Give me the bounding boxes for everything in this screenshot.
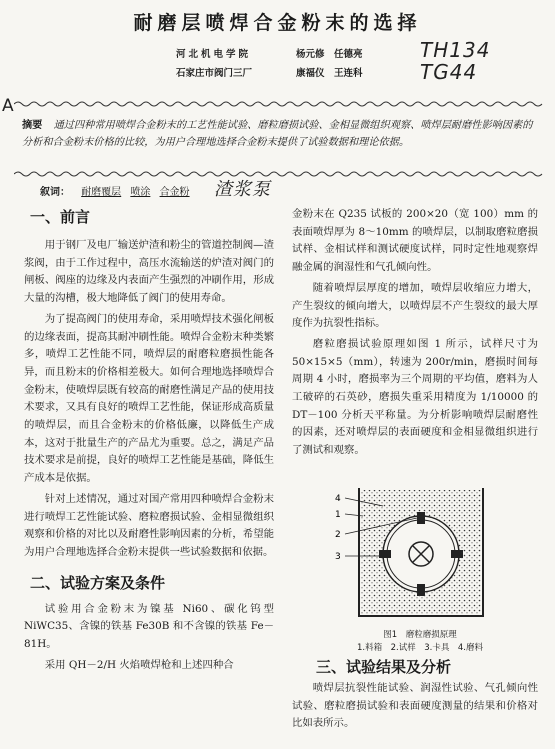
paragraph: 用于钢厂及电厂输送炉渣和粉尘的管道控制阀—渣浆阀，由于工作过程中，高压水流输送的炉渣对阀门的闸板、阀座的边缘及内表面产生强烈的冲刷作用，形成大量的沟槽，极大地降低了阀门的使用寿命。 — [24, 239, 274, 305]
paragraph: 磨粒磨损试验原理如图 1 所示，试样尺寸为 50×15×5（mm），转速为 200r/min，磨损时间每周期 4 小时，磨损率为三个周期的平均值，磨料为人工破碎的石英砂，磨损失重采用精度为 1/10000 的 DT－100 分析天平称量。为分析影响喷焊层耐磨性的因素，还对喷焊层的表面硬度和金相显微组织进行了测试和观察。 — [292, 337, 538, 457]
abstract — [22, 117, 534, 151]
section-3-body — [292, 680, 538, 736]
paragraph: 喷焊层抗裂性能试验、润湿性试验、气孔倾向性试验、磨粒磨损试验和表面硬度测量的结果和价格对比如表所示。 — [292, 682, 538, 730]
right-column-body — [292, 206, 538, 460]
figure-label-2: 2 — [335, 530, 341, 540]
paragraph: 试验用合金粉末为镍基 Ni60、碳化钨型 NiWC35、含镍的铁基 Fe30B 和不含镍的铁基 Fe－81H。 — [24, 602, 274, 651]
right-column — [292, 206, 538, 463]
affiliation-2: 石家庄市阀门三厂 — [176, 68, 253, 79]
author-names — [296, 45, 363, 83]
author-names-1: 杨元修 任德亮 — [296, 49, 363, 60]
paragraph: 采用 QH－2/H 火焰喷焊枪和上述四种合 — [44, 658, 234, 671]
section-3-heading: 三、试验结果及分析 — [316, 658, 452, 676]
section-1-body — [24, 237, 274, 562]
keywords-label: 叙词： — [40, 187, 70, 198]
paragraph: 随着喷焊层厚度的增加，喷焊层收缩应力增大，产生裂纹的倾向增大，以喷焊层不产生裂纹的最大厚度作为抗裂性指标。 — [292, 281, 538, 330]
section-2-heading: 二、试验方案及条件 — [30, 573, 166, 592]
paragraph: 为了提高阀门的使用寿命，采用喷焊技术强化闸板的边缘表面，提高其耐冲刷性能。喷焊合金粉末种类繁多，喷焊工艺性能不同，喷焊层的耐磨粒磨损性能各异，而且粉末的价格相差极大。如何合理地选择喷焊合金粉末，使喷焊层既有较高的耐磨性满足产品的使用技术要求，又具有良好的喷焊工艺性能，保证形成高质量的喷焊层，而且合金粉末的价格低廉，以降低生产成本，这对于批量生产的产品尤为重要。总之，满足产品技术要求是前提，良好的喷焊工艺性能是基础，降低生产成本是依据。 — [24, 312, 274, 485]
section-1-heading: 一、前言 — [30, 208, 91, 226]
keyword-item: 合金粉 — [159, 187, 190, 198]
handwritten-keyword-note: 渣浆泵 — [214, 179, 271, 200]
affiliations — [176, 45, 252, 83]
handwritten-margin-mark: A — [2, 96, 15, 116]
abstract-text: 通过四种常用喷焊合金粉末的工艺性能试验、磨粒磨损试验、金相显微组织观察、喷焊层耐磨性影响因素的分析和合金粉末价格的比较，为用户合理地选择合金粉末提供了试验数据和理论依据。 — [22, 120, 533, 148]
figure-1-caption: 图1 磨粒磨损原理 — [383, 630, 457, 640]
figure-1-diagram — [333, 484, 507, 624]
figure-label-1: 1 — [335, 510, 341, 520]
author-names-2: 康福仪 王连科 — [296, 68, 363, 79]
keyword-item: 喷涂 — [130, 187, 151, 198]
handwritten-code-1: TH134 — [420, 38, 491, 62]
paragraph: 金粉末在 Q235 试板的 200×20（宽 100）mm 的表面喷焊厚为 8～10mm 的喷焊层，以制取磨粒磨损试样、金相试样和测试硬度试样，同时定性地观察焊融金属的润湿性和气孔倾向性。 — [292, 208, 538, 274]
paragraph: 针对上述情况，通过对国产常用四种喷焊合金粉末进行喷焊工艺性能试验、磨粒磨损试验、金相显微组织观察和价格的对比以及耐磨性影响因素的分析，希望能为用户合理地选择合金粉末提供一些试验数据和依据。 — [24, 492, 274, 558]
keyword-item: 耐磨覆层 — [81, 187, 122, 198]
figure-1-legend: 1.料箱 2.试样 3.卡具 4.磨料 — [357, 643, 483, 653]
page-title: 耐磨层喷焊合金粉末的选择 — [133, 12, 422, 34]
section-3 — [316, 656, 540, 681]
keywords — [40, 183, 196, 198]
handwritten-code-2: TG44 — [420, 60, 478, 84]
header-wavy-rule — [14, 100, 544, 108]
abstract-wavy-rule — [14, 170, 544, 178]
affiliation-1: 河北机电学院 — [176, 49, 252, 60]
section-2-body — [24, 601, 274, 675]
abstract-label: 摘要 — [22, 120, 43, 131]
figure-label-3: 3 — [335, 552, 341, 562]
left-column — [24, 206, 274, 677]
figure-label-4: 4 — [335, 494, 341, 504]
